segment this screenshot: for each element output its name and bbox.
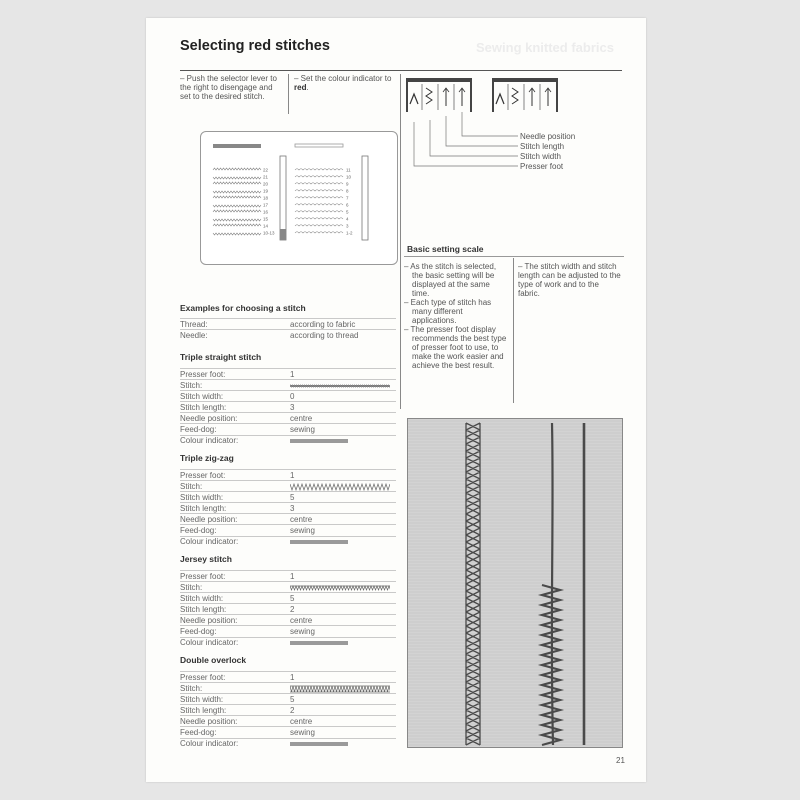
panel-stitch-number: 19	[263, 188, 269, 194]
panel-stitch-number: 20	[263, 181, 269, 187]
panel-stitch-row	[213, 219, 261, 221]
setting-display-right	[492, 78, 558, 112]
panel-stitch-number: 7	[346, 195, 349, 201]
table-row: Stitch length: 3	[180, 503, 396, 514]
panel-stitch-number: 3	[346, 223, 349, 229]
table-row: Colour indicator:	[180, 738, 396, 749]
panel-stitch-row	[213, 224, 261, 226]
panel-stitch-number: 6	[346, 202, 349, 208]
ghost-title: Sewing knitted fabrics	[476, 40, 614, 55]
stitch-settings-table	[180, 469, 396, 547]
table-row: Feed-dog: sewing	[180, 626, 396, 637]
stitch-settings-table	[180, 368, 396, 446]
panel-stitch-number: 1-2	[346, 230, 353, 236]
panel-stitch-row	[295, 211, 343, 212]
panel-stitch-row	[295, 169, 343, 170]
adjustment-note: – The stitch width and stitch length can be adjusted to the type of work and to the fabric.	[518, 262, 621, 298]
table-row: Needle position: centre	[180, 615, 396, 626]
intro-separator	[288, 74, 289, 114]
panel-stitch-number: 21	[263, 174, 269, 180]
colour-indicator-swatch	[290, 439, 348, 443]
table-row: Colour indicator:	[180, 536, 396, 547]
examples-heading: Examples for choosing a stitch	[180, 303, 306, 313]
panel-stitch-row	[295, 232, 343, 233]
stitch-heading: Double overlock	[180, 655, 247, 665]
setting-display-left	[406, 78, 472, 112]
basic-setting-item: – Each type of stitch has many different applications.	[404, 298, 492, 325]
left-selector-marker	[280, 229, 286, 240]
basic-setting-rule	[404, 256, 624, 257]
panel-stitch-row	[295, 197, 343, 198]
table-row: Stitch width: 5	[180, 492, 396, 503]
panel-stitch-row	[213, 177, 261, 179]
table-row: Presser foot: 1	[180, 571, 396, 582]
panel-stitch-row	[295, 176, 343, 177]
panel-stitch-row	[213, 205, 261, 207]
colour-indicator-swatch	[290, 540, 348, 544]
table-row: Needle position: centre	[180, 413, 396, 424]
stitch-pattern-straight	[290, 382, 390, 390]
legend-stitch-width: Stitch width	[520, 152, 561, 161]
basic-setting-heading: Basic setting scale	[407, 244, 484, 254]
title-rule	[180, 70, 622, 71]
setting-legend	[520, 132, 575, 172]
legend-presser-foot: Presser foot	[520, 162, 564, 171]
table-row: Stitch:	[180, 582, 396, 593]
table-row: Presser foot: 1	[180, 369, 396, 380]
basic-setting-item: – As the stitch is selected, the basic setting will be displayed at the same time.	[404, 262, 497, 298]
table-row: Needle: according to thread	[180, 330, 396, 341]
colour-indicator-swatch	[290, 641, 348, 645]
stitch-pattern-jersey	[290, 584, 390, 592]
panel-stitch-number: 8	[346, 188, 349, 194]
right-stitch-numbers	[346, 168, 353, 236]
panel-stitch-number: 9	[346, 181, 349, 187]
panel-stitch-row	[295, 190, 343, 191]
panel-stitch-number: 5	[346, 209, 349, 215]
left-stitch-rows	[213, 168, 261, 235]
stitch-selector-diagram	[201, 132, 397, 264]
panel-stitch-number: 10-13	[263, 230, 275, 236]
examples-table	[180, 318, 396, 340]
basic-setting-item: – The presser foot display recommends the best type of presser foot to use, to make the work easier and achieve the best result.	[404, 325, 507, 370]
panel-stitch-number: 15	[263, 216, 269, 222]
panel-stitch-row	[213, 233, 261, 235]
stitch-settings-table	[180, 671, 396, 749]
table-row: Stitch width: 5	[180, 694, 396, 705]
page-number: 21	[616, 756, 625, 765]
table-row: Stitch length: 2	[180, 705, 396, 716]
legend-stitch-length: Stitch length	[520, 142, 565, 151]
left-selector-scale	[280, 156, 286, 240]
panel-stitch-row	[295, 225, 343, 226]
stitch-settings-table	[180, 570, 396, 648]
intro-step-1: – Push the selector lever to the right to disengage and set to the desired stitch.	[180, 74, 277, 101]
stitch-heading: Jersey stitch	[180, 554, 232, 564]
panel-stitch-row	[213, 182, 261, 184]
panel-stitch-row	[213, 196, 261, 198]
fabric-sample-photo	[407, 418, 623, 748]
table-row: Stitch width: 0	[180, 391, 396, 402]
panel-stitch-row	[295, 218, 343, 219]
table-row: Presser foot: 1	[180, 470, 396, 481]
table-row: Stitch length: 3	[180, 402, 396, 413]
panel-stitch-number: 10	[346, 174, 352, 180]
right-selector-scale	[362, 156, 368, 240]
stitch-heading: Triple zig-zag	[180, 453, 234, 463]
stitch-pattern-zigzag	[290, 483, 390, 491]
manual-page	[146, 18, 646, 782]
table-row: Thread: according to fabric	[180, 319, 396, 330]
red-indicator-bar	[213, 144, 261, 148]
basic-setting-list	[404, 262, 508, 370]
panel-stitch-number: 17	[263, 202, 269, 208]
legend-needle-position: Needle position	[520, 132, 576, 141]
right-stitch-rows	[295, 169, 343, 233]
table-row: Stitch:	[180, 683, 396, 694]
stitch-pattern-overlock	[290, 685, 390, 693]
basic-separator	[513, 258, 514, 403]
panel-stitch-row	[213, 191, 261, 193]
panel-stitch-number: 11	[346, 167, 351, 173]
colour-indicator-swatch	[290, 742, 348, 746]
panel-stitch-row	[295, 183, 343, 184]
column-separator	[400, 74, 401, 409]
intro-step-2: – Set the colour indicator to red.	[294, 74, 392, 92]
panel-stitch-number: 14	[263, 223, 269, 229]
table-row: Stitch:	[180, 481, 396, 492]
blue-indicator-bar	[295, 144, 343, 147]
table-row: Colour indicator:	[180, 637, 396, 648]
panel-stitch-number: 18	[263, 195, 269, 201]
table-row: Feed-dog: sewing	[180, 727, 396, 738]
panel-stitch-row	[213, 168, 261, 170]
table-row: Colour indicator:	[180, 435, 396, 446]
setting-display-figure	[404, 76, 624, 176]
table-row: Feed-dog: sewing	[180, 424, 396, 435]
table-row: Stitch length: 2	[180, 604, 396, 615]
panel-stitch-number: 22	[263, 167, 269, 173]
red-label: red	[294, 83, 307, 92]
panel-stitch-row	[295, 204, 343, 205]
table-row: Feed-dog: sewing	[180, 525, 396, 536]
table-row: Presser foot: 1	[180, 672, 396, 683]
setting-display-diagram	[404, 76, 624, 176]
legend-leader-lines	[414, 112, 518, 166]
table-row: Stitch:	[180, 380, 396, 391]
panel-stitch-number: 16	[263, 209, 269, 215]
left-stitch-numbers	[263, 168, 275, 236]
table-row: Needle position: centre	[180, 716, 396, 727]
table-row: Needle position: centre	[180, 514, 396, 525]
panel-stitch-row	[213, 210, 261, 212]
panel-stitch-number: 4	[346, 216, 349, 222]
fabric-sample-image	[408, 419, 622, 747]
page-title: Selecting red stitches	[180, 38, 330, 54]
stitch-heading: Triple straight stitch	[180, 352, 262, 362]
table-row: Stitch width: 5	[180, 593, 396, 604]
stitch-selector-panel	[200, 131, 398, 265]
